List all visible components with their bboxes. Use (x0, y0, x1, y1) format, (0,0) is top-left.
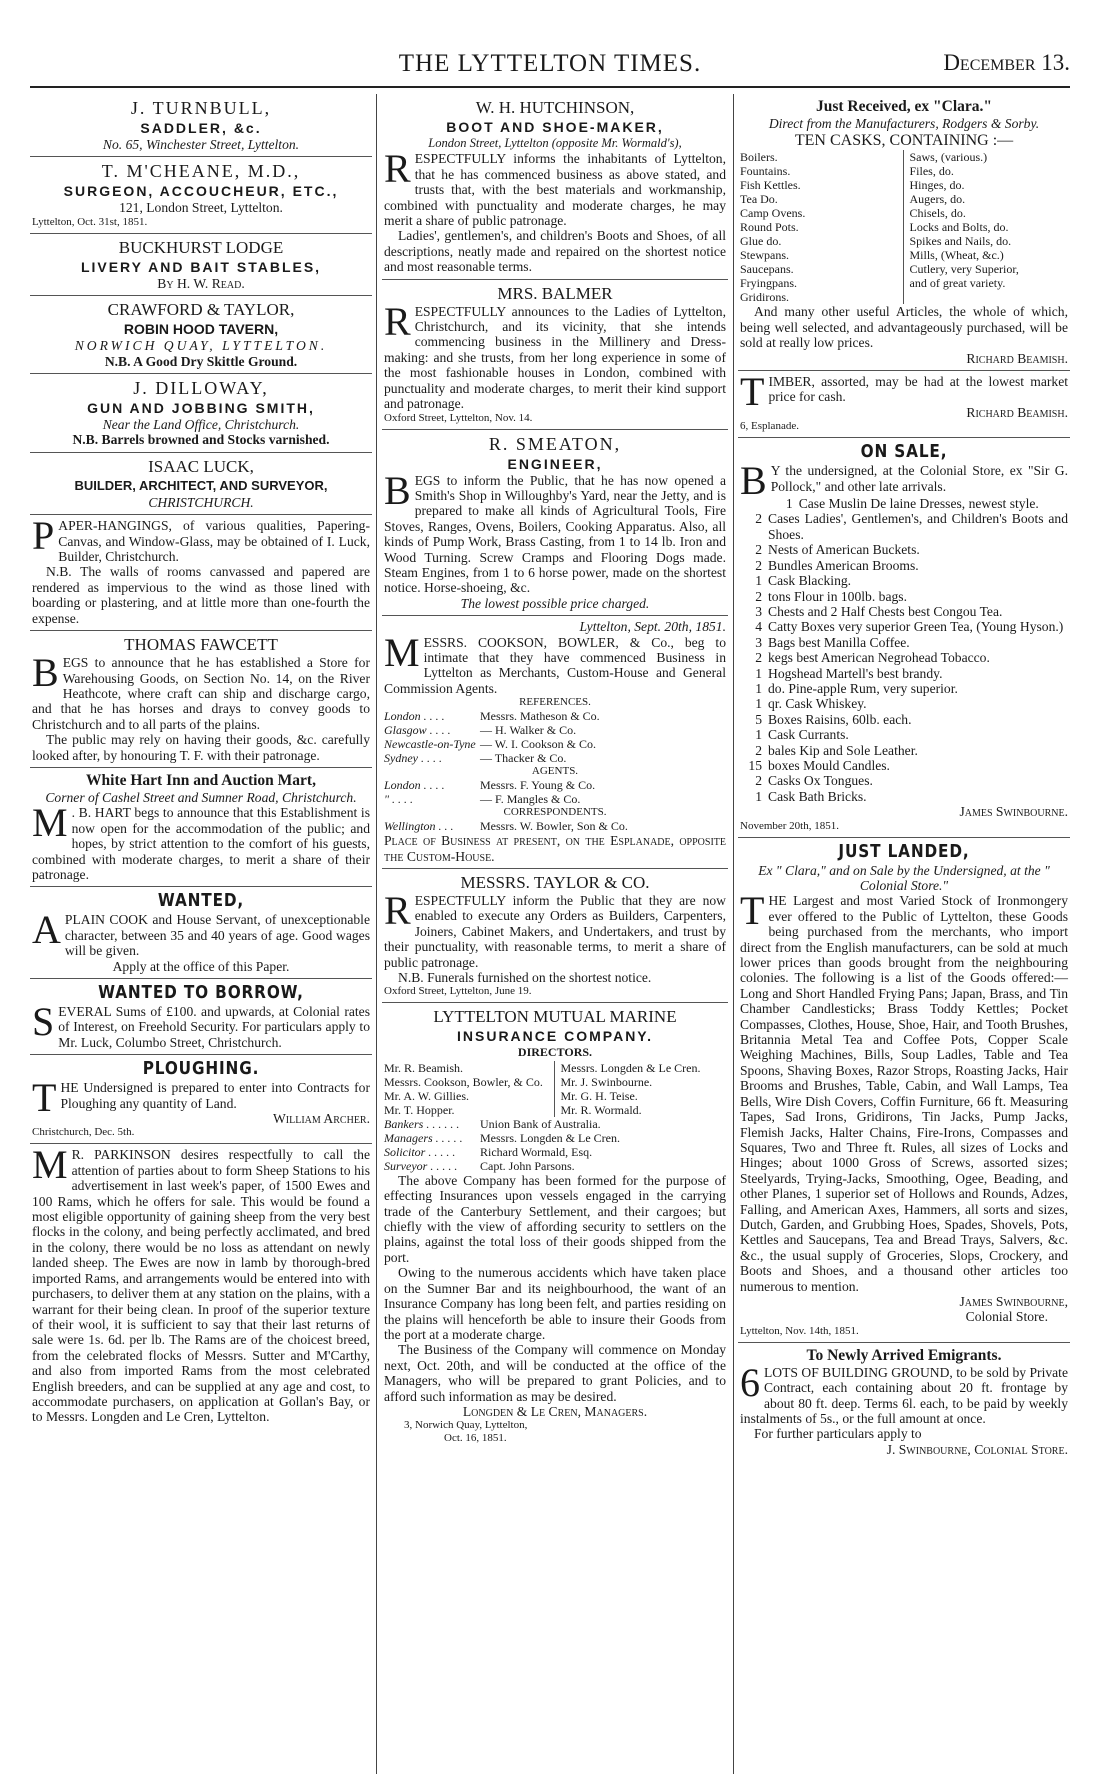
goods-left (740, 150, 904, 304)
ad-clara (738, 94, 1070, 371)
column-2 (382, 94, 728, 1774)
listing-value: — F. Mangles & Co. (480, 792, 581, 807)
list-line: Locks and Bolts, do. (909, 220, 1009, 235)
list-line: Files, do. (909, 164, 954, 179)
date-line: Lyttelton, Sept. 20th, 1851. (579, 619, 726, 635)
drop-cap: M (32, 800, 68, 846)
listing-key: Bankers . . . . . . (384, 1116, 460, 1131)
listing-value: Messrs. Matheson & Co. (480, 709, 600, 724)
references-list (384, 709, 726, 765)
body-text: IMBER, assorted, may be had at the lowest market price for cash. (768, 374, 1068, 405)
body-text: ESPECTFULLY announces to the Ladies of Lyttelton, Christchurch, and its vicinity, that she intends commencing business in the Millinery and Dress-making: and she trusts, from her long experience in some of the most fashionable houses in London, combined with punctuality and moderate charges, to merit their kind support and patronage. (384, 303, 726, 412)
date-line: November 20th, 1851. (740, 819, 839, 832)
ad-turnbull (30, 94, 372, 157)
address-line: 6, Esplanade. (740, 420, 799, 433)
place-line: Place of Business at present, on the Esplanade, opposite the Custom-House. (384, 833, 726, 864)
advertiser-name: White Hart Inn and Auction Mart, (86, 771, 316, 789)
body-text: ESPECTFULLY informs the inhabitants of Lyttelton, that he has commenced business as above stated, and trusts that, with the best materials and workmanship, combined with punctuality and moderate charges, he may merit a share of public patronage. (384, 151, 726, 229)
drop-cap: R (384, 888, 411, 933)
listing-row (384, 723, 726, 737)
listing-key: Solicitor . . . . . (384, 1144, 456, 1159)
item-quantity: 3 (755, 634, 762, 650)
body-text: HE Largest and most Varied Stock of Ironmongery ever offered to the Public of Lyttelton, these Goods being purchased from the merchants, who import direct from the English manufacturers, can be sold at much lower prices than goods brought from the neighbouring colonies. The following is a list of the Goods offered:—Long and Short Handled Frying Pans; Japan, Brass, and Tin Chamber Candlesticks; Brass Toddy Kettles; Pocket Compasses, Clothes, House, Shoe, Hair, and Tooth Brushes, Britannia Metal Tea and Coffee Pots, Copper Scale Weighing Machines, Bills, Soup Ladles, Table and Tea Spoons, Shaving Boxes, Razor Strops, Roasting Jacks, Hair Brooms and Brushes, Table, Cabin, and Wall Lamps, Tea Bells, Wire Dish Covers, Coffin Furniture, 66 ft. Measuring Tapes, Sad Irons, Gridirons, Tin Jacks, Pump Jacks, Flemish Jacks, Halter Chains, Fire-Irons, Compasses and Squares, Two and Three ft. Rules, all sizes of Locks and Hinges; about 1000 Gross of Screws, assorted sizes; Steelyards, Trying-Jacks, Smoothing, Ogee, Beading, and other Planes, 1 superior set of Hollows and Rounds, Adzes, Falling, and American Axes, Hammers, all sorts and sizes, Dutch, Garden, and Grubbing Hoes, Spades, Shovels, Pots, Kettles and Saucepans, Tea and Bread Trays, Salvers, &c. &c., the usual supply of Groceries, Slops, Crockery, and Boots and Shoes, and a thousand other articles too numerous to mention. (740, 893, 1068, 1294)
trade-line: SADDLER, &c. (140, 120, 262, 136)
item-quantity: 2 (755, 650, 762, 666)
address-line: Corner of Cashel Street and Sumner Road, Christchurch. (45, 789, 357, 805)
list-line (910, 290, 1069, 304)
sale-item (740, 727, 1068, 742)
list-line: Mr. A. W. Gillies. (384, 1088, 470, 1103)
item-quantity: 15 (748, 757, 762, 773)
trade-line: BUILDER, ARCHITECT, AND SURVEYOR, (74, 477, 328, 493)
signature: J. Swinbourne, Colonial Store. (886, 1441, 1068, 1457)
body-text: HE Undersigned is prepared to enter into Contracts for Ploughing any quantity of Land. (60, 1080, 370, 1111)
list-line: Cutlery, very Superior, (909, 262, 1019, 277)
listing-key: " . . . . (384, 792, 414, 807)
listing-row (384, 751, 726, 765)
signature: Richard Beamish. (966, 404, 1068, 420)
list-line: Mr. R. Wormald. (560, 1102, 642, 1117)
list-line: Glue do. (740, 234, 782, 249)
list-line: Messrs. Longden & Le Cren. (560, 1060, 701, 1075)
address-line: NORWICH QUAY, LYTTELTON. (74, 338, 328, 354)
drop-cap: S (32, 999, 55, 1044)
officers-list (384, 1117, 726, 1173)
item-description: Cask Currants. (768, 727, 849, 743)
item-description: Cases Ladies', Gentlemen's, and Children's Boots and Shoes. (768, 511, 1068, 542)
body-text: Owing to the numerous accidents which have taken place on the Sumner Bar and its neighbourhood, the want of an Insurance Company has long been felt, and parties residing on the plains will henceforth be able to insure their Goods from the port at a moderate charge. (384, 1265, 726, 1342)
listing-key: Newcastle-on-Tyne (384, 737, 476, 752)
item-description: boxes Mould Candles. (768, 757, 890, 773)
item-quantity: 1 (755, 788, 762, 804)
item-quantity: 5 (755, 711, 762, 727)
goods-right (904, 150, 1069, 304)
listing-row (384, 1145, 726, 1159)
directors-heading: DIRECTORS. (517, 1045, 593, 1060)
item-quantity: 2 (755, 557, 762, 573)
trade-line: BOOT AND SHOE-MAKER, (446, 119, 664, 135)
note-line: N.B. Barrels browned and Stocks varnished. (72, 432, 330, 448)
address-line: No. 65, Winchester Street, Lyttelton. (102, 137, 300, 152)
casks-line: TEN CASKS, CONTAINING :— (794, 132, 1014, 150)
agents-heading: AGENTS. (531, 765, 579, 778)
list-line: and of great variety. (909, 276, 1006, 291)
listing-key: Sydney . . . . (384, 751, 442, 766)
issue-date: December 13. (943, 50, 1070, 75)
date-line: Lyttelton, Nov. 14th, 1851. (740, 1324, 859, 1337)
trade-line: ROBIN HOOD TAVERN, (123, 321, 279, 338)
correspondents-list (384, 819, 726, 833)
item-description: Case Muslin De laine Dresses, newest style. (798, 496, 1039, 512)
item-description: Chests and 2 Half Chests best Congou Tea. (768, 603, 1003, 619)
sale-item (740, 712, 1068, 727)
item-description: qr. Cask Whiskey. (768, 696, 867, 712)
sale-item (740, 604, 1068, 619)
item-description: Cask Bath Bricks. (768, 788, 867, 804)
list-line: Chisels, do. (909, 206, 966, 221)
sale-item (740, 650, 1068, 665)
drop-cap: 6 (740, 1359, 760, 1405)
body-text: For further particulars apply to (754, 1426, 922, 1442)
advertiser-name: J. DILLOWAY, (133, 378, 269, 399)
body-text: ESSRS. COOKSON, BOWLER, & Co., beg to intimate that they have commenced Business in Lyttelton as Merchants, Custom-House and General Commission Agents. (384, 634, 726, 696)
ad-wanted-borrow (30, 979, 372, 1055)
body-text: ESPECTFULLY inform the Public that they are now enabled to execute any Orders as Builders, Carpenters, Joiners, Cabinet Makers, and Undertakers, and trust by their punctuality, with reasonable terms, to merit a share of public patronage. (384, 893, 726, 970)
item-description: Catty Boxes very superior Green Tea, (Young Hyson.) (768, 619, 1064, 635)
item-description: Casks Ox Tongues. (768, 773, 873, 789)
list-line: Mr. T. Hopper. (384, 1102, 455, 1117)
signature: Longden & Le Cren, Managers. (462, 1403, 648, 1419)
item-description: Bags best Manilla Coffee. (768, 634, 910, 650)
ad-dilloway (30, 374, 372, 453)
drop-cap: B (384, 467, 411, 513)
body-text: The above Company has been formed for the purpose of effecting Insurances upon vessels engaged in the carrying trade of the Canterbury Settlement, and their cargoes; but chiefly with the view of affording security to settlers on the plains, against the total loss of their goods shipped from the port. (384, 1172, 726, 1265)
ad-parkinson (30, 1144, 372, 1428)
body-text: EVERAL Sums of £100. and upwards, at Colonial rates of Interest, on Freehold Security. For particulars apply to Mr. Luck, Columbo Street, Christchurch. (58, 1004, 370, 1050)
subheading: Direct from the Manufacturers, Rodgers & Sorby. (768, 116, 1040, 131)
list-line: Tea Do. (740, 192, 778, 207)
listing-row (384, 819, 726, 833)
listing-row (384, 737, 726, 751)
directors-table (384, 1061, 726, 1117)
note-line: N.B. A Good Dry Skittle Ground. (104, 353, 298, 369)
address-line: CHRISTCHURCH. (148, 494, 254, 510)
sale-item (740, 681, 1068, 696)
headline: To Newly Arrived Emigrants. (806, 1346, 1002, 1364)
drop-cap: M (32, 1142, 68, 1188)
sale-item (740, 573, 1068, 588)
item-quantity: 2 (755, 742, 762, 758)
body-text: And many other useful Articles, the whole of which, being well selected, and advantageously purchased, will be sold at really low prices. (740, 304, 1068, 351)
company-name: LYTTELTON MUTUAL MARINE (433, 1007, 677, 1027)
sale-item (740, 589, 1068, 604)
ad-on-sale (738, 438, 1070, 837)
sale-item (740, 696, 1068, 711)
item-quantity: 1 (755, 665, 762, 681)
listing-value: Union Bank of Australia. (480, 1116, 601, 1131)
listing-value: Capt. John Parsons. (480, 1158, 575, 1173)
item-description: bales Kip and Sole Leather. (768, 742, 918, 758)
newspaper-title: THE LYTTELTON TIMES. (398, 50, 702, 77)
item-description: Boxes Raisins, 60lb. each. (768, 711, 912, 727)
ad-cookson-bowler (382, 616, 728, 869)
body-text: . B. HART begs to announce that this Establishment is now open for the accommodation of the public; and hopes, by strict attention to the comfort of his guests, combined with moderate charges, to merit a share of their patronage. (32, 805, 370, 882)
list-line: Stewpans. (740, 248, 789, 263)
advertiser-name: ISAAC LUCK, (148, 456, 254, 476)
drop-cap: T (740, 888, 765, 934)
column-rule (376, 94, 377, 1774)
headline: Just Received, ex "Clara." (815, 98, 993, 115)
drop-cap: P (32, 513, 55, 559)
listing-row (384, 709, 726, 723)
date-line: Christchurch, Dec. 5th. (32, 1126, 135, 1139)
sale-item (740, 773, 1068, 788)
address-line: Near the Land Office, Christchurch. (102, 417, 300, 433)
listing-value: Messrs. F. Young & Co. (480, 778, 596, 793)
item-quantity: 2 (755, 588, 762, 604)
listing-key: Managers . . . . . (384, 1130, 463, 1145)
advertiser-name: T. M'CHEANE, M.D., (101, 161, 301, 182)
body-text: The Business of the Company will commence on Monday next, Oct. 20th, and will be conducted at the office of the Managers, who will be prepared to grant Policies, and to afford such information as may be desired. (384, 1342, 726, 1404)
body-text: APER-HANGINGS, of various qualities, Papering-Canvas, and Window-Glass, may be obtained of I. Luck, Builder, Christchurch. (58, 518, 370, 565)
address-line: London Street, Lyttelton (opposite Mr. Wormald's), (428, 136, 682, 150)
drop-cap: A (32, 907, 61, 953)
body-text: EGS to inform the Public, that he has now opened a Smith's Shop in Willoughby's Yard, near the Jetty, and is prepared to make all kinds of Agricultural Tools, Fire Stoves, Ranges, Ovens, Boilers, Cooking Apparatus. Also, all kinds of Pump Work, Brass Casting, from 1 to 14 lb. Iron and Wood Turning. Screw Cramps and Flooring Dogs made. Steam Engines, from 1 to 6 horse power, made on the shortest notice. Horse-shoeing, &c. (384, 472, 726, 596)
list-line: Spikes and Nails, do. (909, 234, 1012, 249)
headline: WANTED, (157, 890, 245, 912)
references-heading: REFERENCES. (519, 696, 591, 709)
item-quantity: 1 (785, 496, 793, 512)
address-line: Oxford Street, Lyttelton, Nov. 14. (384, 411, 533, 424)
listing-key: London . . . . (384, 778, 445, 793)
column-rule (733, 94, 734, 1774)
item-description: Nests of American Buckets. (768, 542, 920, 558)
sale-item (740, 511, 1068, 542)
apply-line: Apply at the office of this Paper. (112, 958, 290, 974)
body-text: R. PARKINSON desires respectfully to call the attention of parties about to form Sheep Stations to his advertisement in last week's paper, of 1500 Ewes and 100 Rams, which he offers for sale. This would be found a most eligible opportunity of gaining sheep from the very best flocks in the colony, and being perfectly acclimated, and bred in the colony, there would be no loss as attendant on newly landed sheep. The Ewes are now in lamb by thorough-bred imported Rams, and arrangements would be entered into with purchasers, to deliver them at any station on the plains, with a warrant for their being clean. In proof of the superior texture of their wool, it is sufficient to say that their last returns of sale were 1s. 6d. per lb. The Rams are of the choicest breed, from the celebrated flocks of Messrs. Sutter and M'Carthy, and also from imported Rams from the most celebrated English breeders, and can be supplied at any age and cost, to accommodate purchasers, on application at Gollan's Bay, or to Messrs. Longden and Le Cren, Lyttelton. (32, 1147, 370, 1425)
list-line: Round Pots. (740, 220, 799, 235)
list-line: Fountains. (740, 164, 791, 179)
list-line: Fish Kettles. (740, 178, 801, 193)
list-line: Saucepans. (740, 262, 794, 277)
column-3 (738, 94, 1070, 1774)
item-description: tons Flour in 100lb. bags. (768, 588, 907, 604)
signature: James Swinbourne. (959, 804, 1068, 820)
ad-just-landed (738, 838, 1070, 1343)
listing-value: — W. I. Cookson & Co. (480, 737, 597, 752)
sale-item (740, 758, 1068, 773)
agents-list (384, 778, 726, 806)
headline: PLOUGHING. (142, 1058, 260, 1080)
listing-value: Messrs. W. Bowler, Son & Co. (480, 819, 628, 834)
trade-line: GUN AND JOBBING SMITH, (87, 400, 315, 417)
directors-left (384, 1061, 555, 1117)
item-description: Bundles American Brooms. (768, 557, 919, 573)
list-line: Gridirons. (740, 290, 789, 305)
ad-insurance (382, 1003, 728, 1449)
drop-cap: R (384, 298, 411, 344)
listing-row (384, 792, 726, 806)
item-quantity: 1 (755, 727, 762, 743)
advertiser-name: BUCKHURST LODGE (118, 237, 284, 257)
advertiser-name: MESSRS. TAYLOR & CO. (460, 873, 650, 892)
advertiser-name: THOMAS FAWCETT (124, 635, 278, 655)
ad-mcheane (30, 157, 372, 233)
item-quantity: 1 (755, 696, 762, 712)
ad-paper-hangings (30, 515, 372, 631)
trade-line: LIVERY AND BAIT STABLES, (80, 258, 322, 275)
trade-line: ENGINEER, (507, 455, 603, 472)
ad-smeaton (382, 430, 728, 617)
listing-value: — Thacker & Co. (480, 751, 567, 766)
listing-key: Surveyor . . . . . (384, 1158, 458, 1173)
body-text: N.B. The walls of rooms canvassed and papered are rendered as impervious to the wind as those lined with boarding or plastering, and at little more than one-fourth the expense. (32, 564, 370, 626)
ad-balmer (382, 280, 728, 430)
list-line: Fryingpans. (740, 276, 797, 291)
item-quantity: 1 (755, 680, 762, 696)
item-description: do. Pine-apple Rum, very superior. (768, 680, 958, 696)
body-text: LOTS OF BUILDING GROUND, to be sold by Private Contract, each containing about 20 ft. frontage by about 80 ft. deep. Terms 6l. each, to be paid by weekly instalments of 5s., or the full amount at once. (740, 1364, 1068, 1426)
item-description: Hogshead Martell's best brandy. (768, 665, 943, 681)
listing-row (384, 1159, 726, 1173)
ad-luck (30, 453, 372, 515)
listing-row (384, 1117, 726, 1131)
address-line: 121, London Street, Lyttelton. (119, 200, 283, 216)
item-description: kegs best American Negrohead Tobacco. (768, 650, 990, 666)
listing-key: Glasgow . . . . (384, 723, 451, 738)
listing-value: Messrs. Longden & Le Cren. (480, 1130, 620, 1145)
listing-key: London . . . . (384, 709, 445, 724)
column-1 (30, 94, 372, 1774)
list-line: Camp Ovens. (740, 206, 806, 221)
drop-cap: M (384, 629, 420, 675)
directors-right (555, 1061, 727, 1117)
drop-cap: B (740, 458, 767, 504)
item-quantity: 1 (755, 573, 762, 589)
item-quantity: 2 (755, 542, 762, 558)
advertiser-name: R. SMEATON, (488, 433, 622, 454)
drop-cap: B (32, 650, 59, 696)
item-quantity: 2 (755, 773, 762, 789)
list-line: Mr. J. Swinbourne. (560, 1074, 653, 1089)
advertiser-name: CRAWFORD & TAYLOR, (107, 300, 295, 320)
headline: JUST LANDED, (838, 840, 970, 862)
ad-timber (738, 371, 1070, 438)
advertiser-name: MRS. BALMER (497, 283, 613, 303)
ad-white-hart (30, 768, 372, 887)
sale-item (740, 635, 1068, 650)
listing-value: — H. Walker & Co. (480, 723, 577, 738)
body-text: EGS to announce that he has established a Store for Warehousing Goods, on Section No. 14, on the River Heathcote, where craft can ship and discharge cargo, and that he has horses and drays to convey goods to Christchurch and to all parts of the plains. (32, 655, 370, 732)
sale-item (771, 496, 1068, 511)
body-text: N.B. Funerals furnished on the shortest notice. (398, 970, 652, 986)
ad-taylor (382, 869, 728, 1003)
listing-value: Richard Wormald, Esq. (480, 1144, 593, 1159)
company-name-2: INSURANCE COMPANY. (457, 1028, 653, 1045)
ad-emigrants (738, 1343, 1070, 1461)
ad-fawcett (30, 631, 372, 768)
list-line: Hinges, do. (909, 178, 965, 193)
signature: Richard Beamish. (966, 350, 1068, 366)
signature: William Archer. (272, 1111, 370, 1127)
ad-wanted-cook (30, 887, 372, 979)
listing-row (384, 1131, 726, 1145)
sale-items-list (740, 496, 1068, 804)
ad-crawford (30, 296, 372, 374)
drop-cap: T (32, 1075, 57, 1121)
advertiser-name: W. H. HUTCHINSON, (475, 98, 635, 117)
body-text: The public may rely on having their goods, &c. carefully looked after, by honouring T. F. with their patronage. (32, 732, 370, 763)
headline: ON SALE, (860, 441, 948, 463)
sale-item (740, 789, 1068, 804)
address-line: Oxford Street, Lyttelton, June 19. (384, 985, 532, 998)
listing-key: Wellington . . . (384, 819, 454, 834)
body-text: Y the undersigned, at the Colonial Store, ex "Sir G. Pollock," and other late arrivals. (770, 463, 1068, 494)
item-quantity: 3 (755, 603, 762, 619)
list-line: Mr. R. Beamish. (384, 1060, 464, 1075)
headline: WANTED TO BORROW, (98, 982, 304, 1003)
advertiser-name: J. TURNBULL, (130, 98, 272, 118)
sale-item (740, 743, 1068, 758)
drop-cap: R (384, 146, 411, 192)
correspondents-heading: CORRESPONDENTS. (503, 806, 607, 819)
list-line: Saws, (various.) (909, 150, 988, 165)
ad-hutchinson (382, 94, 728, 280)
signature: James Swinbourne, (959, 1293, 1068, 1309)
sale-item (740, 619, 1068, 634)
ad-ploughing (30, 1055, 372, 1144)
note-line: The lowest possible price charged. (460, 595, 650, 611)
listing-row (384, 778, 726, 792)
body-text: Ladies', gentlemen's, and children's Boots and Shoes, of all descriptions, neatly made and repaired on the shortest notice and most reasonable terms. (384, 228, 726, 275)
drop-cap: T (740, 369, 765, 415)
item-quantity: 4 (755, 619, 762, 635)
trade-line: SURGEON, ACCOUCHEUR, ETC., (63, 183, 339, 200)
body-text: PLAIN COOK and House Servant, of unexceptionable character, between 35 and 40 years of age. Good wages will be given. (64, 912, 370, 959)
masthead (30, 44, 1070, 88)
list-line: Messrs. Cookson, Bowler, & Co. (384, 1074, 543, 1089)
proprietor-line: By H. W. Read. (157, 275, 245, 291)
signature-2: Colonial Store. (965, 1309, 1048, 1325)
list-line: Augers, do. (909, 192, 966, 207)
list-line: Mr. G. H. Teise. (560, 1088, 638, 1103)
list-line: Mills, (Wheat, &c.) (909, 248, 1004, 263)
sale-item (740, 666, 1068, 681)
date-line: Oct. 16, 1851. (444, 1432, 507, 1445)
list-line: Boilers. (740, 150, 778, 165)
goods-table (740, 150, 1068, 304)
address-line: 3, Norwich Quay, Lyttelton, (404, 1419, 528, 1432)
item-description: Cask Blacking. (768, 573, 852, 589)
ad-buckhurst (30, 234, 372, 296)
sale-item (740, 558, 1068, 573)
subheading: Ex " Clara," and on Sale by the Undersigned, at the " Colonial Store." (758, 862, 1050, 893)
date-line: Lyttelton, Oct. 31st, 1851. (32, 215, 148, 228)
sale-item (740, 542, 1068, 557)
item-quantity: 2 (755, 511, 762, 527)
